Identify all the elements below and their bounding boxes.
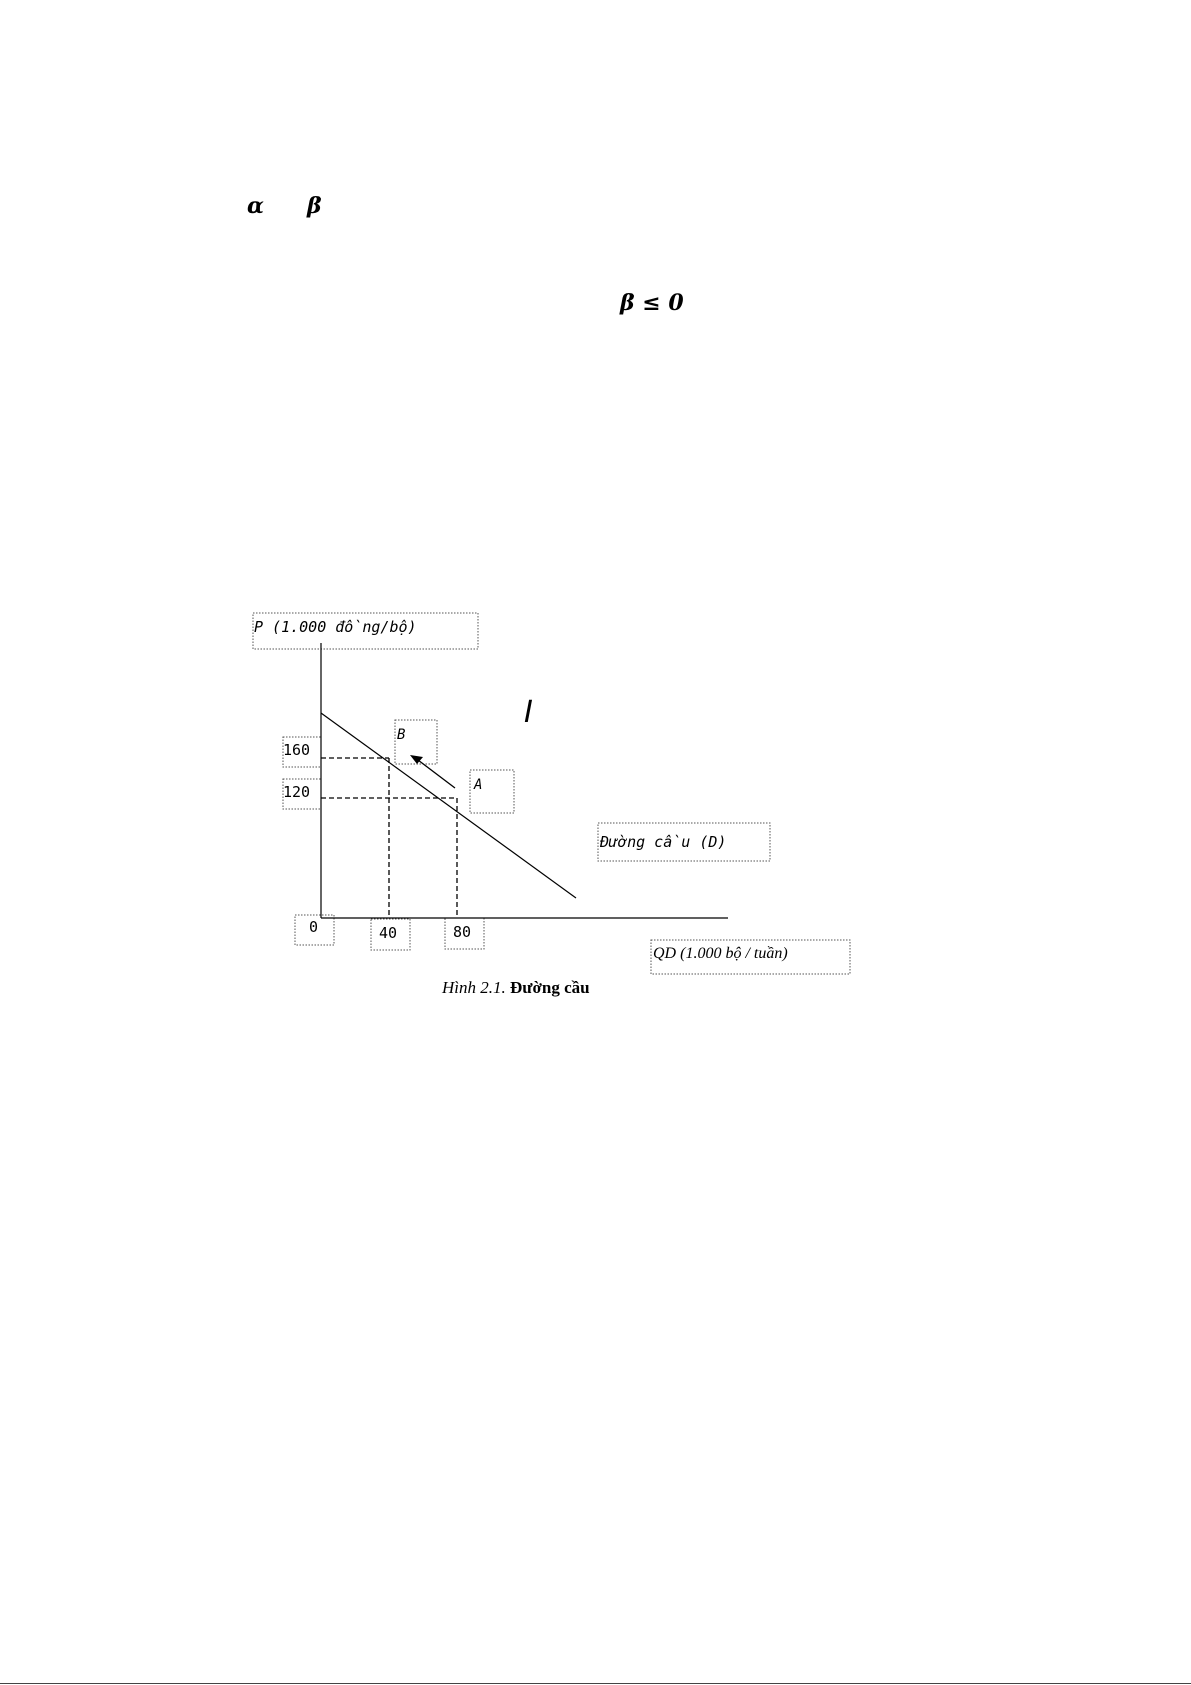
demand-curve-line xyxy=(321,713,576,898)
xtick-40-label: 40 xyxy=(379,924,398,942)
point-b-label: B xyxy=(397,727,406,743)
point-a-label: A xyxy=(474,777,483,793)
alpha-symbol: α xyxy=(247,193,264,219)
series-label: Đường cầu (D) xyxy=(600,833,727,851)
movement-arrow-line xyxy=(418,760,455,788)
x-axis-label: QD (1.000 bộ / tuần) xyxy=(653,945,788,962)
xtick-80-label: 80 xyxy=(453,923,472,941)
page-bottom-rule xyxy=(0,1683,1191,1684)
origin-label: 0 xyxy=(309,918,319,936)
figure-caption xyxy=(442,978,590,998)
beta-inequality: β ≤ 0 xyxy=(620,290,684,316)
y-axis-label: P (1.000 đồng/bộ) xyxy=(254,618,417,636)
caption-prefix: Hình 2.1. xyxy=(442,978,506,997)
ytick-120-label: 120 xyxy=(283,783,311,801)
beta-symbol: β xyxy=(307,193,322,219)
ytick-160-label: 160 xyxy=(283,741,311,759)
caption-title: Đường cầu xyxy=(510,978,590,997)
annotation-mark: I xyxy=(524,695,533,730)
